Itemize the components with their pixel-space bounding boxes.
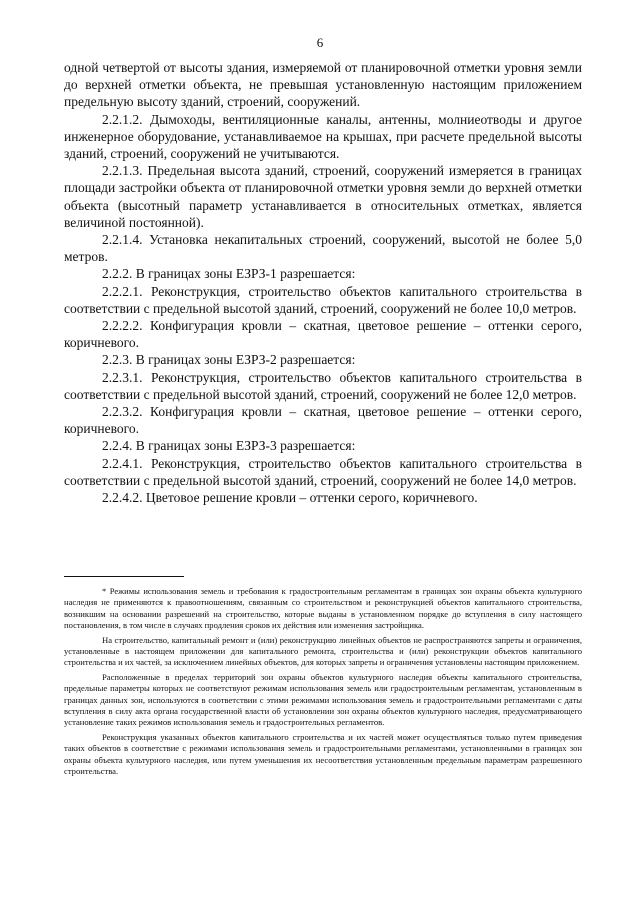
paragraph: 2.2.3.2. Конфигурация кровли – скатная, цветовое решение – оттенки серого, коричневого.	[64, 404, 582, 437]
main-text	[64, 59, 582, 506]
footnote: * Режимы использования земель и требования к градостроительным регламентам в границах зон охраны объекта культурного наследия не применяются к правоотношениям, связанным со строительством и реконструкцией объектов капитального строительства, возникшим на основании разрешений на строительство, которые выданы в установленном порядке до вступления в силу настоящего постановления, в том числе в случаях продления сроков их действия или изменения застройщика.	[64, 586, 582, 631]
paragraph: одной четвертой от высоты здания, измеряемой от планировочной отметки уровня земли до верхней отметки объекта, не превышая установленную настоящим приложением предельную высоту зданий, строений, сооружений.	[64, 60, 582, 110]
paragraph: 2.2.4. В границах зоны ЕЗРЗ-3 разрешается:	[102, 438, 356, 454]
footnote-separator	[64, 576, 184, 577]
paragraph: 2.2.1.2. Дымоходы, вентиляционные каналы, антенны, молниеотводы и другое инженерное оборудование, устанавливаемое на крышах, при расчете предельной высоты зданий, строений, сооружений не учитываются.	[64, 111, 582, 162]
paragraph: 2.2.1.3. Предельная высота зданий, строений, сооружений измеряется в границах площади застройки объекта от планировочной отметки уровня земли до верхней отметки объекта (высотный параметр устанавливается в относительных отметках, является величиной постоянной).	[64, 163, 582, 230]
paragraph: 2.2.2. В границах зоны ЕЗРЗ-1 разрешается:	[102, 266, 356, 282]
footnotes	[64, 586, 582, 781]
footnote: Расположенные в пределах территорий зон охраны объектов культурного наследия объекты капитального строительства, предельные параметры которых не соответствуют режимам использования земель или градостроительным регламентам, установленным в границах данных зон, используются в соответствии с этими режимами использования земель и градостроительными регламентами с даты вступления в силу акта органа государственной власти об установлении зон охраны объектов культурного наследия, предусматривающего установление таких режимов использования земель и градостроительных регламентов.	[64, 671, 582, 728]
paragraph: 2.2.3. В границах зоны ЕЗРЗ-2 разрешается:	[102, 352, 356, 368]
paragraph: 2.2.4.2. Цветовое решение кровли – оттенки серого, коричневого.	[102, 490, 478, 506]
paragraph: 2.2.1.4. Установка некапитальных строений, сооружений, высотой не более 5,0 метров.	[64, 232, 582, 265]
paragraph: 2.2.2.2. Конфигурация кровли – скатная, цветовое решение – оттенки серого, коричневого.	[64, 318, 582, 351]
page-number: 6	[316, 35, 324, 50]
paragraph: 2.2.3.1. Реконструкция, строительство объектов капитального строительства в соответствии с предельной высотой зданий, строений, сооружений не более 12,0 метров.	[64, 369, 582, 402]
paragraph: 2.2.2.1. Реконструкция, строительство объектов капитального строительства в соответствии с предельной высотой зданий, строений, сооружений не более 10,0 метров.	[64, 283, 582, 316]
footnote: На строительство, капитальный ремонт и (или) реконструкцию линейных объектов не распространяются запреты и ограничения, установленные в настоящем приложении для капитального ремонта, строительства и (или) реконструкции объектов капитального строительства и их частей, за исключением линейных объектов, для которых запреты и ограничения установлены настоящим приложением.	[64, 634, 582, 668]
paragraph: 2.2.4.1. Реконструкция, строительство объектов капитального строительства в соответствии с предельной высотой зданий, строений, сооружений не более 14,0 метров.	[64, 455, 582, 488]
footnote: Реконструкция указанных объектов капитального строительства и их частей может осуществляться только путем приведения таких объектов в соответствие с режимами использования земель и градостроительными регламентами, установленными в границах зон охраны объекта культурного наследия, или путем уменьшения их несоответствия установленным предельным параметрам разрешенного строительства.	[64, 731, 582, 777]
